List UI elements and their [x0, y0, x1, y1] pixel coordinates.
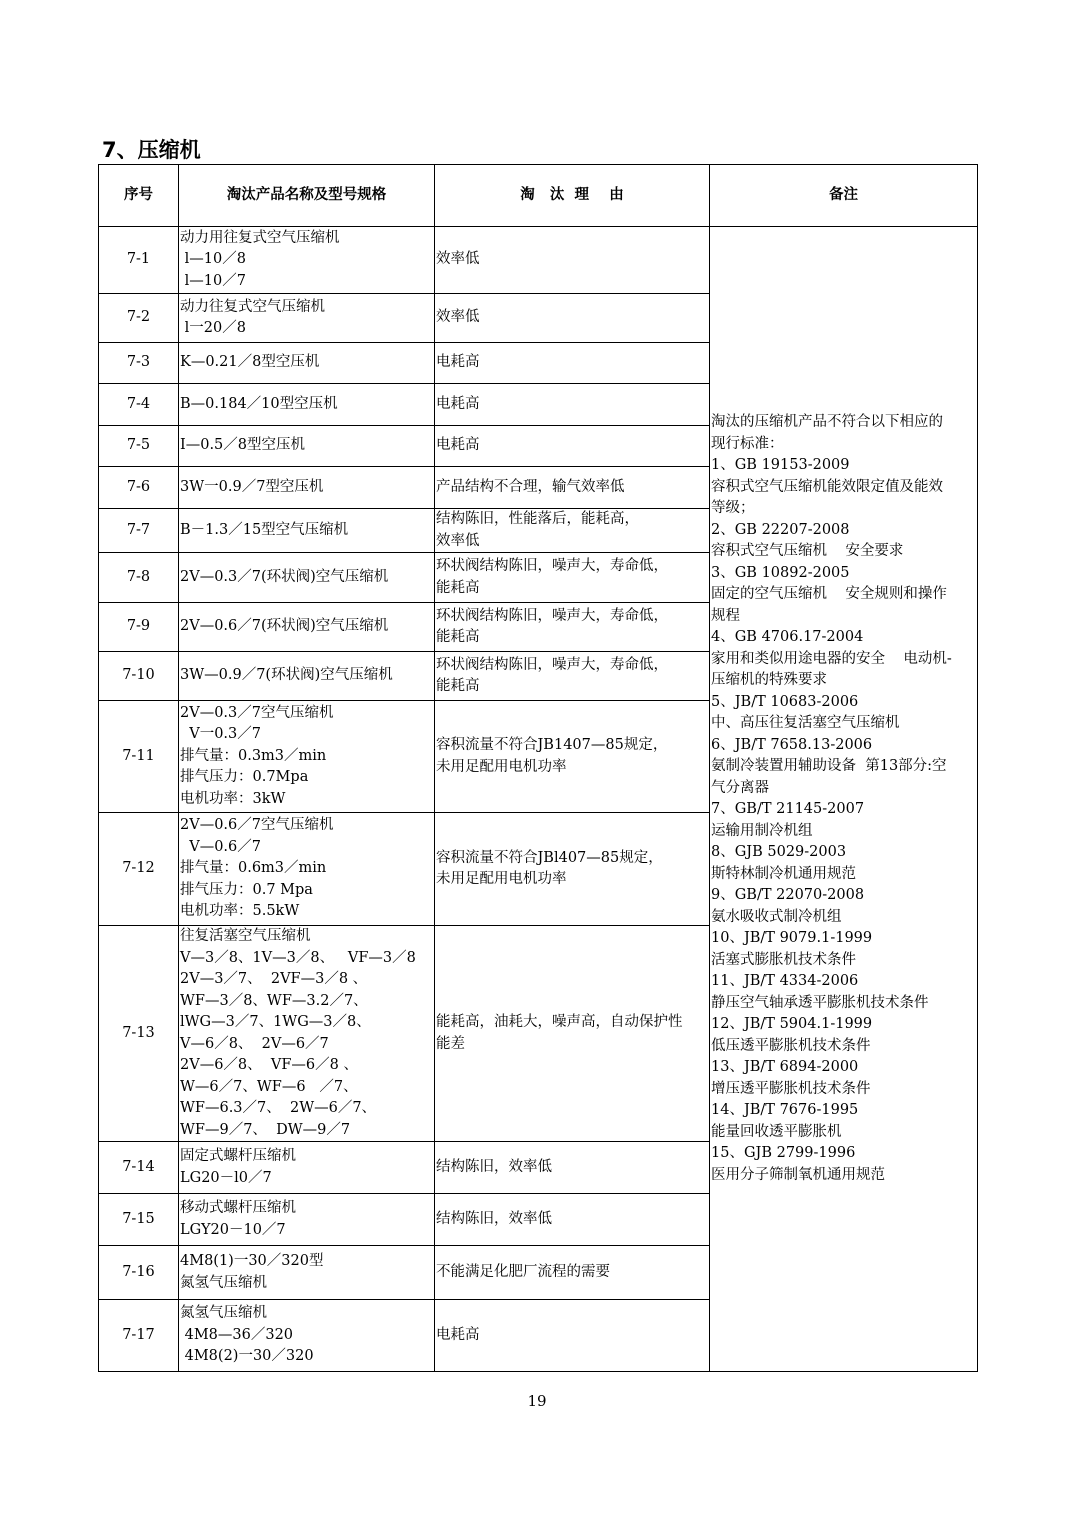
eliminated-products-table [98, 164, 978, 1372]
header-no: 序号 [99, 165, 179, 227]
product-name-line: 电机功率：5.5kW [180, 903, 300, 920]
remark-line: 14、JB/T 7676-1995 [711, 1102, 859, 1118]
product-name-line: V—0.6／7 [180, 838, 261, 855]
remark-line: 能量回收透平膨胀机 [711, 1123, 842, 1140]
reason-cell [435, 813, 710, 926]
product-name-line: LG20－l0／7 [180, 1169, 272, 1186]
product-name-line: V一0.3／7 [180, 726, 261, 743]
product-name-cell [179, 467, 435, 509]
remark-line: 13、JB/T 6894-2000 [711, 1059, 859, 1075]
row-number: 7-11 [99, 701, 179, 813]
remark-line: 7、GB/T 21145-2007 [711, 801, 865, 817]
row-number: 7-15 [99, 1194, 179, 1246]
remark-line: 氨水吸收式制冷机组 [711, 908, 842, 925]
reason-line: 未用足配用电机功率 [436, 758, 567, 775]
row-number: 7-6 [99, 467, 179, 509]
row-number: 7-14 [99, 1142, 179, 1194]
page-number: 19 [527, 1392, 547, 1410]
product-name-cell [179, 603, 435, 652]
product-name-line: 2V—0.6／7空气压缩机 [180, 817, 334, 834]
row-number: 7-8 [99, 553, 179, 603]
remark-line: 11、JB/T 4334-2006 [711, 973, 859, 989]
remark-line: 增压透平膨胀机技术条件 [711, 1080, 871, 1097]
reason-line: 未用足配用电机功率 [436, 871, 567, 887]
product-name-cell [179, 384, 435, 426]
header-remark: 备注 [710, 165, 978, 227]
remark-cell [710, 227, 978, 1372]
reason-line: 能耗高 [436, 629, 480, 645]
table-row [99, 227, 978, 294]
remark-line: 斯特林制冷机通用规范 [711, 865, 856, 882]
remark-line: 8、GJB 5029-2003 [711, 844, 847, 860]
reason-cell [435, 1246, 710, 1300]
reason-cell [435, 926, 710, 1142]
remark-line: 医用分子筛制氧机通用规范 [711, 1166, 885, 1183]
remark-line: 容积式空气压缩机 安全要求 [711, 543, 904, 559]
reason-line: 电耗高 [436, 354, 480, 371]
reason-cell [435, 1142, 710, 1194]
product-name-cell [179, 926, 435, 1142]
product-name-line: 排气量：0.6m3／min [180, 860, 327, 877]
product-name-line: LGY20－10／7 [180, 1221, 286, 1238]
remark-line: 10、JB/T 9079.1-1999 [711, 930, 873, 946]
remark-line: 12、JB/T 5904.1-1999 [711, 1016, 873, 1032]
product-name-line: 3W一0.9／7型空压机 [180, 478, 324, 495]
product-name-line: 2V—3／7、 2VF—3／8 、 [180, 971, 368, 987]
remark-line: 活塞式膨胀机技术条件 [711, 951, 856, 968]
reason-line: 电耗高 [436, 1326, 480, 1343]
remark-line: 低压透平膨胀机技术条件 [711, 1037, 871, 1054]
reason-line: 环状阀结构陈旧，噪声大，寿命低， [436, 656, 668, 673]
header-reason: 淘 汰 理 由 [435, 165, 710, 227]
product-name-cell [179, 1142, 435, 1194]
row-number: 7-10 [99, 652, 179, 701]
row-number: 7-7 [99, 509, 179, 553]
reason-cell [435, 603, 710, 652]
row-number: 7-2 [99, 294, 179, 343]
reason-line: 产品结构不合理，输气效率低 [436, 478, 625, 495]
remark-line: 固定的空气压缩机 安全规则和操作 [711, 586, 947, 602]
product-name-cell [179, 1246, 435, 1300]
remark-line: 容积式空气压缩机能效限定值及能效 [711, 478, 943, 495]
product-name-cell [179, 509, 435, 553]
reason-line: 容积流量不符合JBl407—85规定， [436, 849, 663, 866]
reason-line: 环状阀结构陈旧，噪声大，寿命低， [436, 607, 668, 624]
remark-line: 运输用制冷机组 [711, 822, 813, 839]
product-name-line: W—6／7、WF—6 ／7、 [180, 1078, 358, 1095]
row-number: 7-16 [99, 1246, 179, 1300]
product-name-line: 4M8—36／320 [180, 1326, 294, 1343]
product-name-line: 2V—0.3／7(环状阀)空气压缩机 [180, 568, 389, 585]
product-name-cell [179, 1300, 435, 1372]
reason-cell [435, 294, 710, 343]
remark-line: 家用和类似用途电器的安全 电动机- [711, 650, 952, 667]
product-name-cell [179, 701, 435, 813]
product-name-cell [179, 813, 435, 926]
remark-line: 5、JB/T 10683-2006 [711, 693, 859, 710]
reason-line: 不能满足化肥厂流程的需要 [436, 1263, 610, 1280]
reason-line: 结构陈旧，效率低 [436, 1210, 552, 1227]
product-name-cell [179, 553, 435, 603]
product-name-line: 氮氢气压缩机 [180, 1274, 267, 1291]
remark-line: 6、JB/T 7658.13-2006 [711, 736, 873, 753]
product-name-line: WF—6.3／7、 2W—6／7、 [180, 1100, 377, 1116]
product-name-line: B－1.3／15型空气压缩机 [180, 521, 349, 538]
product-name-cell [179, 426, 435, 467]
product-name-cell [179, 343, 435, 384]
product-name-line: lWG—3／7、1WG—3／8、 [180, 1014, 371, 1030]
remark-line: 15、GJB 2799-1996 [711, 1145, 856, 1161]
remark-line: 规程 [711, 607, 740, 624]
product-name-cell [179, 652, 435, 701]
product-name-line: WF—9／7、 DW—9／7 [180, 1121, 351, 1138]
remark-line: 静压空气轴承透平膨胀机技术条件 [711, 994, 929, 1011]
header-name: 淘汰产品名称及型号规格 [179, 165, 435, 227]
remark-line: 9、GB/T 22070-2008 [711, 887, 865, 903]
reason-cell [435, 553, 710, 603]
row-number: 7-3 [99, 343, 179, 384]
reason-cell [435, 509, 710, 553]
reason-cell [435, 1194, 710, 1246]
reason-line: 容积流量不符合JB1407—85规定， [436, 737, 668, 753]
product-name-line: 4M8(1)一30／320型 [180, 1253, 324, 1269]
remark-line: 2、GB 22207-2008 [711, 521, 850, 538]
product-name-line: K—0.21／8型空压机 [180, 354, 320, 371]
remark-line: 等级； [711, 500, 755, 516]
product-name-line: 排气压力：0.7Mpa [180, 769, 309, 786]
reason-line: 能耗高，油耗大，噪声高，自动保护性 [436, 1014, 683, 1030]
reason-line: 环状阀结构陈旧，噪声大，寿命低， [436, 558, 668, 574]
product-name-line: 排气压力：0.7 Mpa [180, 881, 313, 898]
product-name-cell [179, 1194, 435, 1246]
reason-line: 能耗高 [436, 678, 480, 694]
reason-cell [435, 467, 710, 509]
product-name-line: I—0.5／8型空压机 [180, 437, 306, 454]
row-number: 7-9 [99, 603, 179, 652]
row-number: 7-17 [99, 1300, 179, 1372]
reason-cell [435, 343, 710, 384]
product-name-line: 4M8(2)一30／320 [180, 1348, 314, 1365]
remark-line: 3、GB 10892-2005 [711, 564, 850, 581]
product-name-line: 2V—0.3／7空气压缩机 [180, 704, 334, 721]
product-name-line: 动力往复式空气压缩机 [180, 298, 325, 315]
row-number: 7-5 [99, 426, 179, 467]
product-name-line: 移动式螺杆压缩机 [180, 1200, 296, 1216]
product-name-line: 固定式螺杆压缩机 [180, 1148, 296, 1164]
product-name-line: 3W—0.9／7(环状阀)空气压缩机 [180, 667, 393, 684]
remark-line: 4、GB 4706.17-2004 [711, 629, 864, 645]
reason-line: 效率低 [436, 532, 480, 549]
table-header-row [99, 165, 978, 227]
row-number: 7-12 [99, 813, 179, 926]
reason-line: 能耗高 [436, 579, 480, 596]
product-name-line: 动力用往复式空气压缩机 [180, 229, 340, 246]
product-name-line: 2V—6／8、 VF—6／8 、 [180, 1057, 358, 1073]
reason-cell [435, 384, 710, 426]
reason-line: 结构陈旧，性能落后，能耗高， [436, 511, 639, 527]
product-name-line: 氮氢气压缩机 [180, 1305, 267, 1322]
reason-cell [435, 227, 710, 294]
product-name-line: 排气量：0.3m3／min [180, 747, 327, 764]
reason-line: 效率低 [436, 251, 480, 268]
reason-cell [435, 652, 710, 701]
remark-line: 氨制冷装置用辅助设备 第13部分:空 [711, 758, 947, 774]
remark-line: 气分离器 [711, 779, 769, 796]
remark-line: 压缩机的特殊要求 [711, 672, 827, 688]
product-name-line: l一20／8 [180, 320, 246, 336]
row-number: 7-1 [99, 227, 179, 294]
reason-line: 效率低 [436, 309, 480, 326]
product-name-cell [179, 294, 435, 343]
remark-line: 中、高压往复活塞空气压缩机 [711, 715, 900, 731]
product-name-line: 往复活塞空气压缩机 [180, 928, 311, 944]
product-name-line: WF—3／8、WF—3.2／7、 [180, 992, 368, 1009]
product-name-line: B—0.184／10型空压机 [180, 395, 338, 412]
product-name-line: l—10／7 [180, 272, 246, 289]
reason-line: 能差 [436, 1035, 465, 1052]
row-number: 7-13 [99, 926, 179, 1142]
remark-line: 1、GB 19153-2009 [711, 457, 850, 473]
product-name-line: V—3／8、1V—3／8、 VF—3／8 [180, 949, 416, 966]
product-name-line: 电机功率：3kW [180, 790, 286, 807]
reason-cell [435, 701, 710, 813]
product-name-line: l—10／8 [180, 251, 246, 268]
product-name-line: 2V—0.6／7(环状阀)空气压缩机 [180, 618, 389, 635]
reason-cell [435, 426, 710, 467]
product-name-cell [179, 227, 435, 294]
product-name-line: V—6／8、 2V—6／7 [180, 1035, 329, 1052]
reason-line: 电耗高 [436, 437, 480, 454]
section-title: 7、压缩机 [102, 138, 201, 162]
reason-line: 结构陈旧，效率低 [436, 1158, 552, 1175]
reason-line: 电耗高 [436, 395, 480, 412]
remark-line: 现行标准： [711, 435, 784, 452]
remark-line: 淘汰的压缩机产品不符合以下相应的 [711, 414, 943, 430]
row-number: 7-4 [99, 384, 179, 426]
reason-cell [435, 1300, 710, 1372]
